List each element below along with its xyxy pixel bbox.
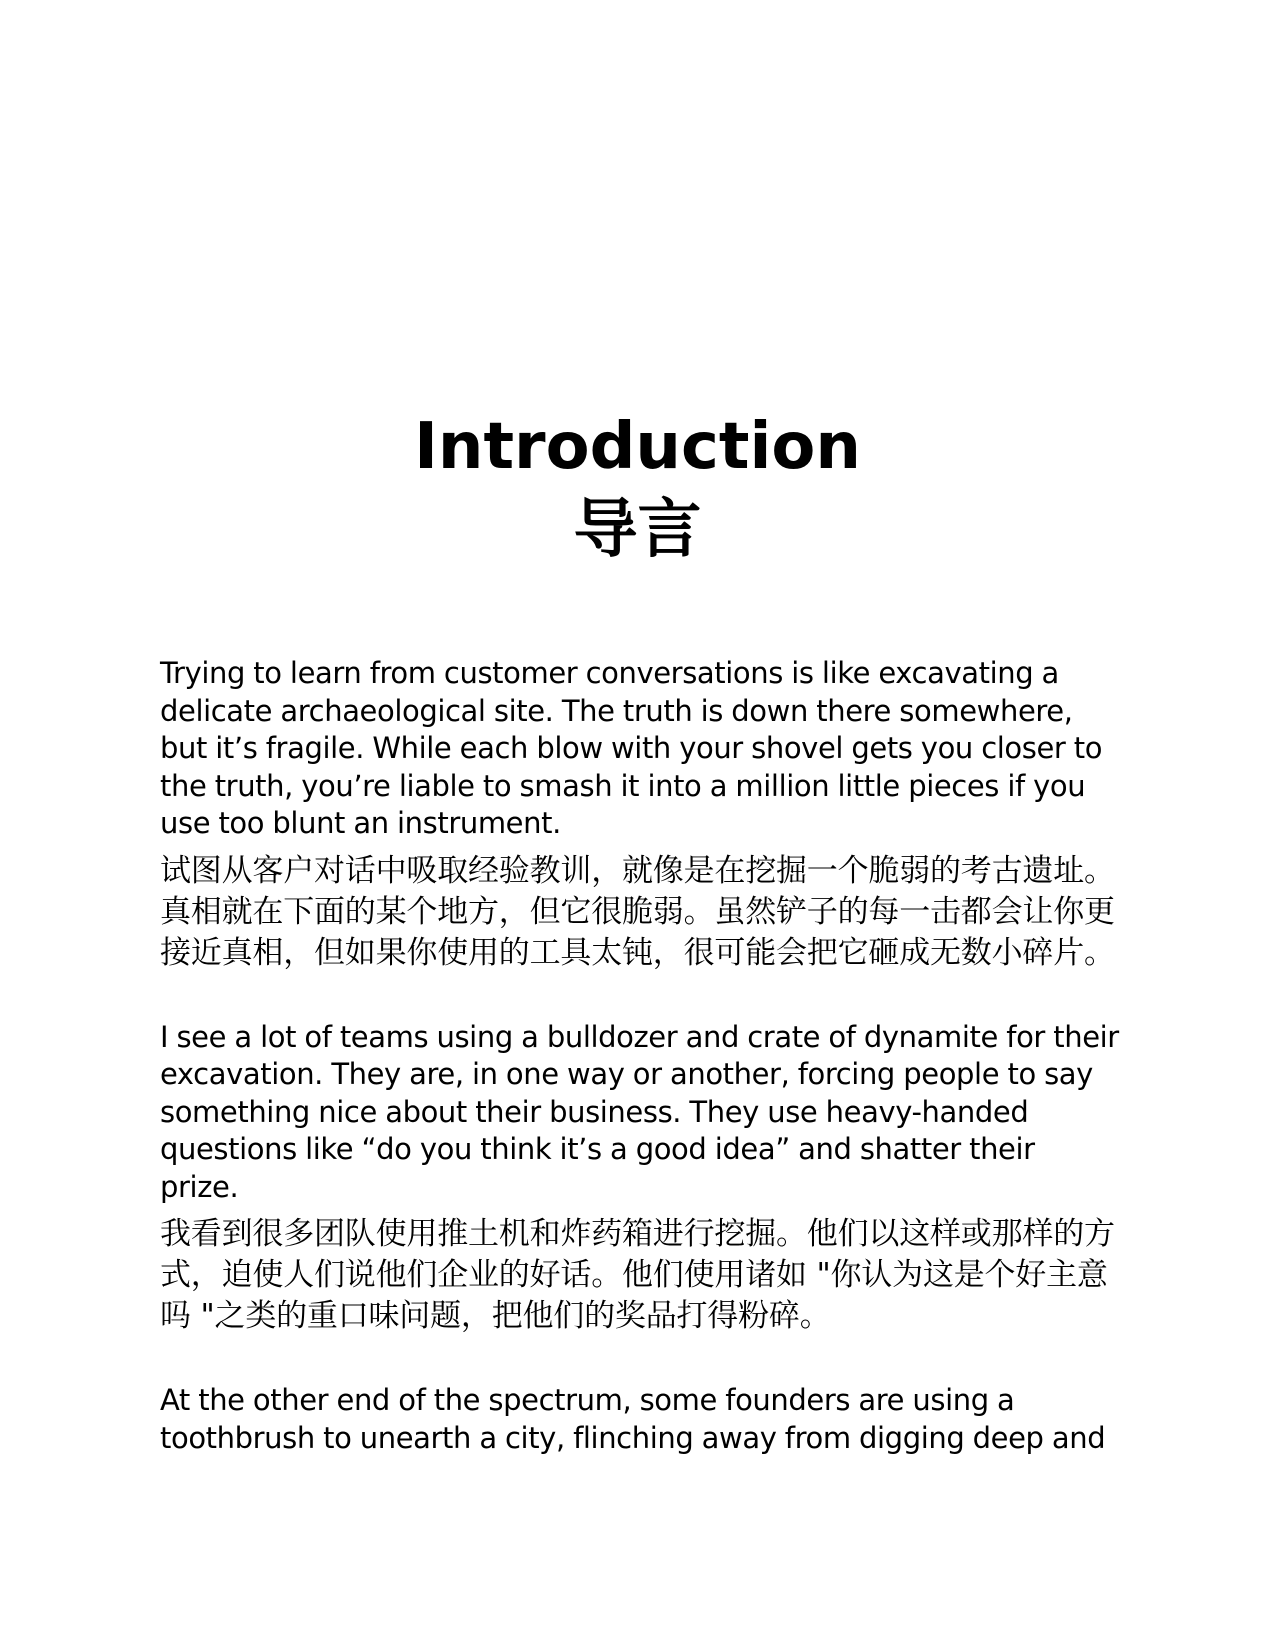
paragraph-chinese: 试图从客户对话中吸取经验教训，就像是在挖掘一个脆弱的考古遗址。真相就在下面的某个地方，但它很脆弱。虽然铲子的每一击都会让你更接近真相，但如果你使用的工具太钝，很可能会把它砸成无数小碎片。	[160, 852, 1115, 971]
paragraph-spacer	[160, 1337, 1120, 1382]
paragraph-english: Trying to learn from customer conversations is like excavating a delicate archaeological site. The truth is down there somewhere, but it’s fragile. While each blow with your shovel gets you closer to the truth, you’re liable to smash it into a million little pieces if you use too blunt an instrument.	[160, 656, 1103, 840]
paragraph-english: I see a lot of teams using a bulldozer and crate of dynamite for their excavation. They are, in one way or another, forcing people to say something nice about their business. They use heavy-handed questions like “do you think it’s a good idea” and shatter their prize.	[160, 1019, 1119, 1204]
chapter-heading	[0, 405, 1275, 575]
chapter-title-chinese: 导言	[573, 493, 702, 567]
chapter-title-english: Introduction	[414, 410, 861, 484]
body-text	[160, 655, 1120, 1457]
paragraph-spacer	[160, 974, 1120, 1019]
paragraph-chinese: 我看到很多团队使用推土机和炸药箱进行挖掘。他们以这样或那样的方式，迫使人们说他们企业的好话。他们使用诸如 "你认为这是个好主意吗 "之类的重口味问题，把他们的奖品打得粉碎。	[160, 1216, 1115, 1334]
paragraph-english: At the other end of the spectrum, some founders are using a toothbrush to unearth a city, flinching away from digging deep and	[160, 1383, 1106, 1455]
